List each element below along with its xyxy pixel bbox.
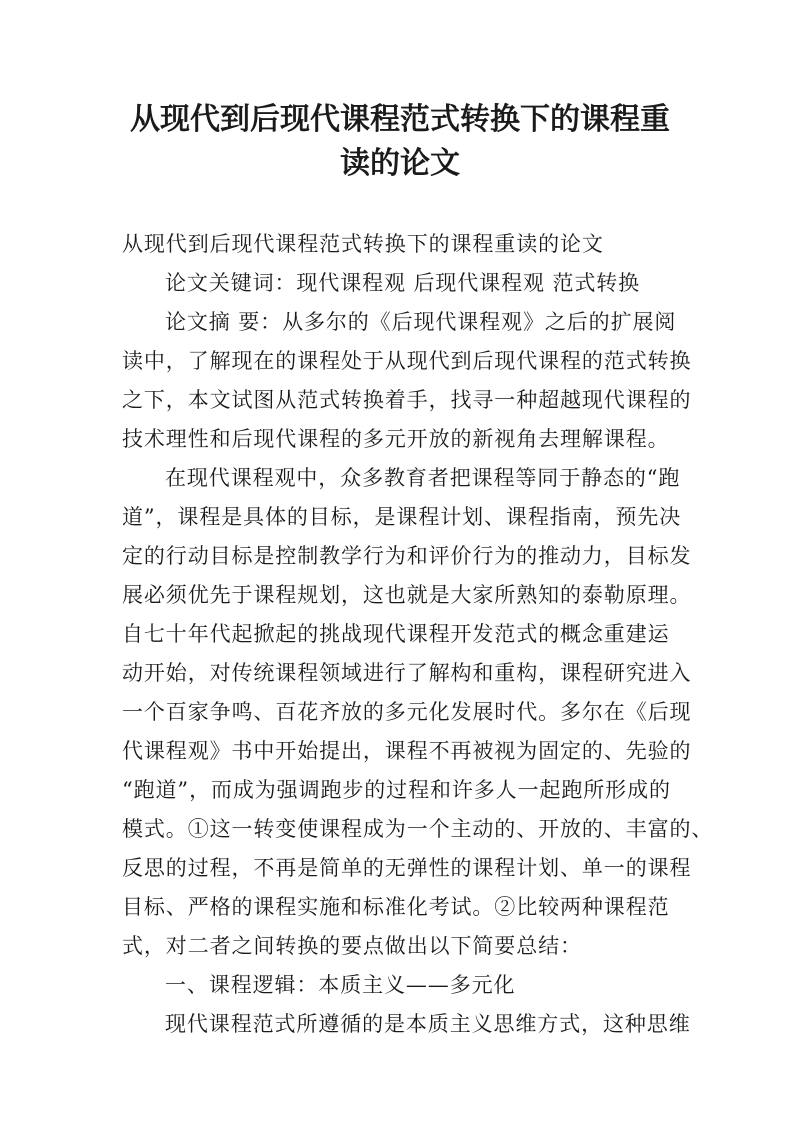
body-line: 代课程观》书中开始提出，课程不再被视为固定的、先验的 xyxy=(122,739,692,763)
body-line: 动开始，对传统课程领域进行了解构和重构，课程研究进入 xyxy=(122,661,692,685)
body-line: 展必须优先于课程规划，这也就是大家所熟知的泰勒原理。 xyxy=(122,583,692,607)
body-line: 在现代课程观中，众多教育者把课程等同于静态的“跑 xyxy=(165,466,681,490)
body-line: 定的行动目标是控制教学行为和评价行为的推动力，目标发 xyxy=(122,544,692,568)
body-line: 自七十年代起掀起的挑战现代课程开发范式的概念重建运 xyxy=(122,622,670,646)
body-line: 目标、严格的课程实施和标准化考试。②比较两种课程范 xyxy=(122,895,670,919)
section-heading: 一、课程逻辑：本质主义——多元化 xyxy=(165,973,516,997)
body-line: 道”，课程是具体的目标，是课程计划、课程指南，预先决 xyxy=(122,505,682,529)
keywords-line: 论文关键词：现代课程观 后现代课程观 范式转换 xyxy=(165,271,641,295)
abstract-line: 论文摘 要：从多尔的《后现代课程观》之后的扩展阅 xyxy=(165,310,677,334)
body-line: 技术理性和后现代课程的多元开放的新视角去理解课程。 xyxy=(122,427,670,451)
body-line: “跑道”，而成为强调跑步的过程和许多人一起跑所形成的 xyxy=(122,778,671,802)
body-line: 一个百家争鸣、百花齐放的多元化发展时代。多尔在《后现 xyxy=(122,700,692,724)
document-title-line-1: 从现代到后现代课程范式转换下的课程重 xyxy=(130,102,670,137)
body-line: 从现代到后现代课程范式转换下的课程重读的论文 xyxy=(122,232,604,256)
body-line: 现代课程范式所遵循的是本质主义思维方式，这种思维 xyxy=(165,1012,691,1036)
body-line: 模式。①这一转变使课程成为一个主动的、开放的、丰富的、 xyxy=(122,817,714,841)
body-line: 式，对二者之间转换的要点做出以下简要总结： xyxy=(122,934,582,958)
body-line: 反思的过程，不再是简单的无弹性的课程计划、单一的课程 xyxy=(122,856,692,880)
body-line: 之下，本文试图从范式转换着手，找寻一种超越现代课程的 xyxy=(122,388,692,412)
document-title-line-2: 读的论文 xyxy=(340,146,460,181)
body-line: 读中，了解现在的课程处于从现代到后现代课程的范式转换 xyxy=(122,349,692,373)
